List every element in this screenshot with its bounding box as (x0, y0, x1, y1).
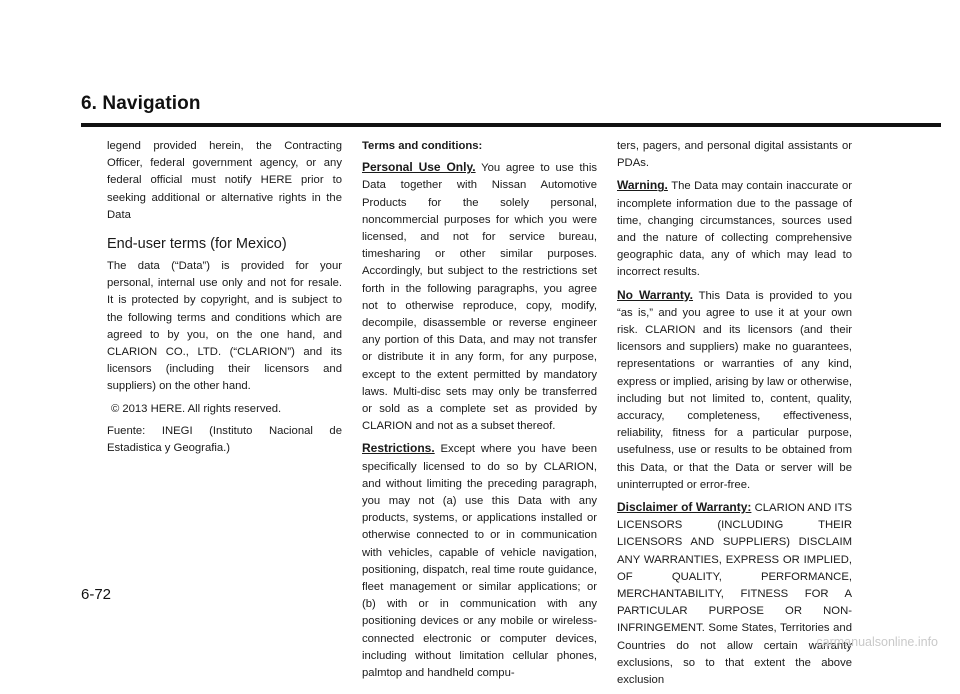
personal-use-lead: Personal Use Only. (362, 160, 476, 175)
no-warranty-text: This Data is provided to you “as is,” and you agree to use it at your own risk. CLARION and its licensors (and their licensors and suppliers) make no guarantees, representations or warranties of any kind, express or implied, arising by law or otherwise, including but not limited to, content, quality, accuracy, completeness, effectiveness, reliability, fitness for a particular purpose, usefulness, use or results to be obtained from this Data, or that the Data or server will be uninterrupted or error-free. (617, 289, 852, 491)
no-warranty-lead: No Warranty. (617, 287, 694, 302)
text-column-2 (362, 138, 597, 687)
paragraph-restrictions (362, 440, 597, 682)
restrictions-text: Except where you have been specifically licensed to do so by CLARION, and without limiting the preceding paragraph, you may not (a) use this Data with any products, systems, or applications installed or otherwise connected to or in communication with vehicles, capable of vehicle navigation, positioning, dispatch, real time route guidance, fleet management or similar applications; or (b) with or in communication with any positioning devices or any mobile or wireless-connected electronic or computer devices, including without limitation cellular phones, palmtop and handheld compu- (362, 443, 597, 680)
personal-use-text: You agree to use this Data together with Nissan Automotive Products for the solely personal, noncommercial purposes for which you were licensed, and not for service bureau, timesharing or other similar purposes. Accordingly, but subject to the restrictions set forth in the following paragraphs, you agree not to otherwise reproduce, copy, modify, decompile, disassemble or reverse engineer any portion of this Data, and may not transfer or distribute it in any form, for any purpose, except to the extent permitted by mandatory laws. Multi-disc sets may only be transferred or sold as a complete set as provided by CLARION and not as a subset thereof. (362, 162, 597, 433)
page-title: 6. Navigation (81, 93, 201, 114)
disclaimer-text: CLARION AND ITS LICENSORS (INCLUDING THEIR LICENSORS AND SUPPLIERS) DISCLAIM ANY WARRANTIES, EXPRESS OR IMPLIED, OF QUALITY, PERFORMANCE, MERCHANTABILITY, FITNESS FOR A PARTICULAR PURPOSE OR NON-INFRINGEMENT. Some States, Territories and Countries do not allow certain warranty exclusions, so to that extent the above exclusion (617, 502, 853, 687)
warning-lead: Warning. (617, 178, 668, 193)
copyright-icon: © (111, 402, 120, 415)
page-header (81, 93, 201, 115)
watermark: carmanualsonline.info (816, 635, 938, 649)
paragraph-continuation: ters, pagers, and personal digital assistants or PDAs. (617, 140, 852, 170)
restrictions-lead: Restrictions. (362, 441, 435, 456)
warning-text: The Data may contain inaccurate or incomplete information due to the passage of time, changing circumstances, sources used and the nature of collecting comprehensive geographic data, any of which may lead to incorrect results. (617, 180, 852, 279)
copyright-line (107, 401, 342, 418)
paragraph-no-warranty (617, 287, 852, 494)
paragraph-data-terms: The data (“Data”) is provided for your personal, internal use only and not for resale. It is protected by copyright, and is subject to the following terms and conditions which are agreed to by you, on the one hand, and CLARION CO., LTD. (“CLARION”) and its licensors (including their licensors and suppliers) on the other hand. (107, 260, 342, 393)
text-column-3 (617, 138, 852, 694)
disclaimer-lead: Disclaimer of Warranty: (617, 500, 752, 515)
header-divider (81, 123, 941, 127)
paragraph-fuente: Fuente: INEGI (Instituto Nacional de Estadistica y Geografia.) (107, 424, 342, 455)
page-number: 6-72 (81, 586, 112, 603)
paragraph-personal-use (362, 159, 597, 435)
copyright-text: 2013 HERE. All rights reserved. (122, 402, 282, 415)
paragraph-warning (617, 177, 852, 281)
terms-heading: Terms and conditions: (362, 140, 483, 152)
section-title-end-user-terms: End-user terms (for Mexico) (107, 236, 287, 253)
paragraph-legend: legend provided herein, the Contracting Officer, federal government agency, or any federal official must notify HERE prior to seeking additional or alternative rights in the Data (107, 140, 342, 221)
paragraph-disclaimer (617, 499, 852, 689)
text-column-1 (107, 138, 342, 462)
